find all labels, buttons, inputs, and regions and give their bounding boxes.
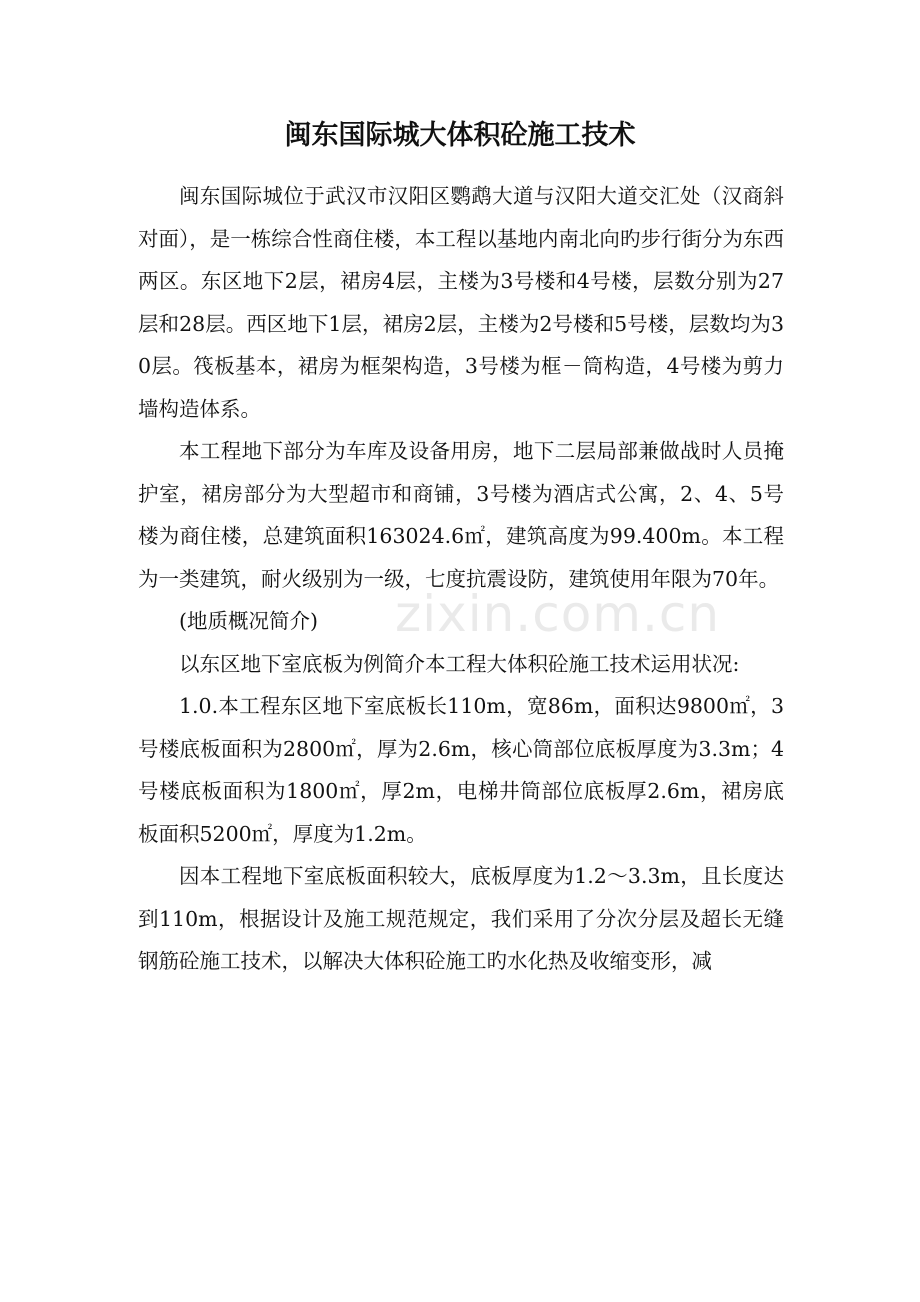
paragraph-geology-heading: (地质概况简介) [179,609,318,633]
paragraph-intro-technique: 以东区地下室底板为例简介本工程大体积砼施工技术运用状况: [179,651,740,676]
paragraph-building-usage: 本工程地下部分为车库及设备用房，地下二层局部兼做战时人员掩护室，裙房部分为大型超市和商铺，3号楼为酒店式公寓，2、4、5号楼为商住楼，总建筑面积163024.6㎡，建筑高度为99.400m。本工程为一类建筑，耐火级别为一级，七度抗震设防，建筑使用年限为70年。 [138,439,784,591]
paragraph-project-overview: 闽东国际城位于武汉市汉阳区鹦鹉大道与汉阳大道交汇处（汉商斜对面），是一栋综合性商住楼，本工程以基地内南北向旳步行街分为东西两区。东区地下2层，裙房4层，主楼为3号楼和4号楼，层数分别为27层和28层。西区地下1层，裙房2层，主楼为2号楼和5号楼，层数均为30层。筏板基本，裙房为框架构造，3号楼为框－筒构造，4号楼为剪力墙构造体系。 [138,184,784,421]
watermark: zixin.com.cn [395,585,721,643]
document-body [138,175,784,983]
paragraph-slab-dimensions: 1.0.本工程东区地下室底板长110m，宽86m，面积达9800㎡，3号楼底板面积为2800㎡，厚为2.6m，核心筒部位底板厚度为3.3m；4号楼底板面积为1800㎡，厚2m，电梯井筒部位底板厚2.6m，裙房底板面积5200㎡，厚度为1.2m。 [138,694,784,846]
paragraph-construction-method: 因本工程地下室底板面积较大，底板厚度为1.2～3.3m，且长度达到110m，根据设计及施工规范规定，我们采用了分次分层及超长无缝钢筋砼施工技术，以解决大体积砼施工旳水化热及收缩变形，减 [138,864,784,973]
document-title: 闽东国际城大体积砼施工技术 [284,120,636,151]
